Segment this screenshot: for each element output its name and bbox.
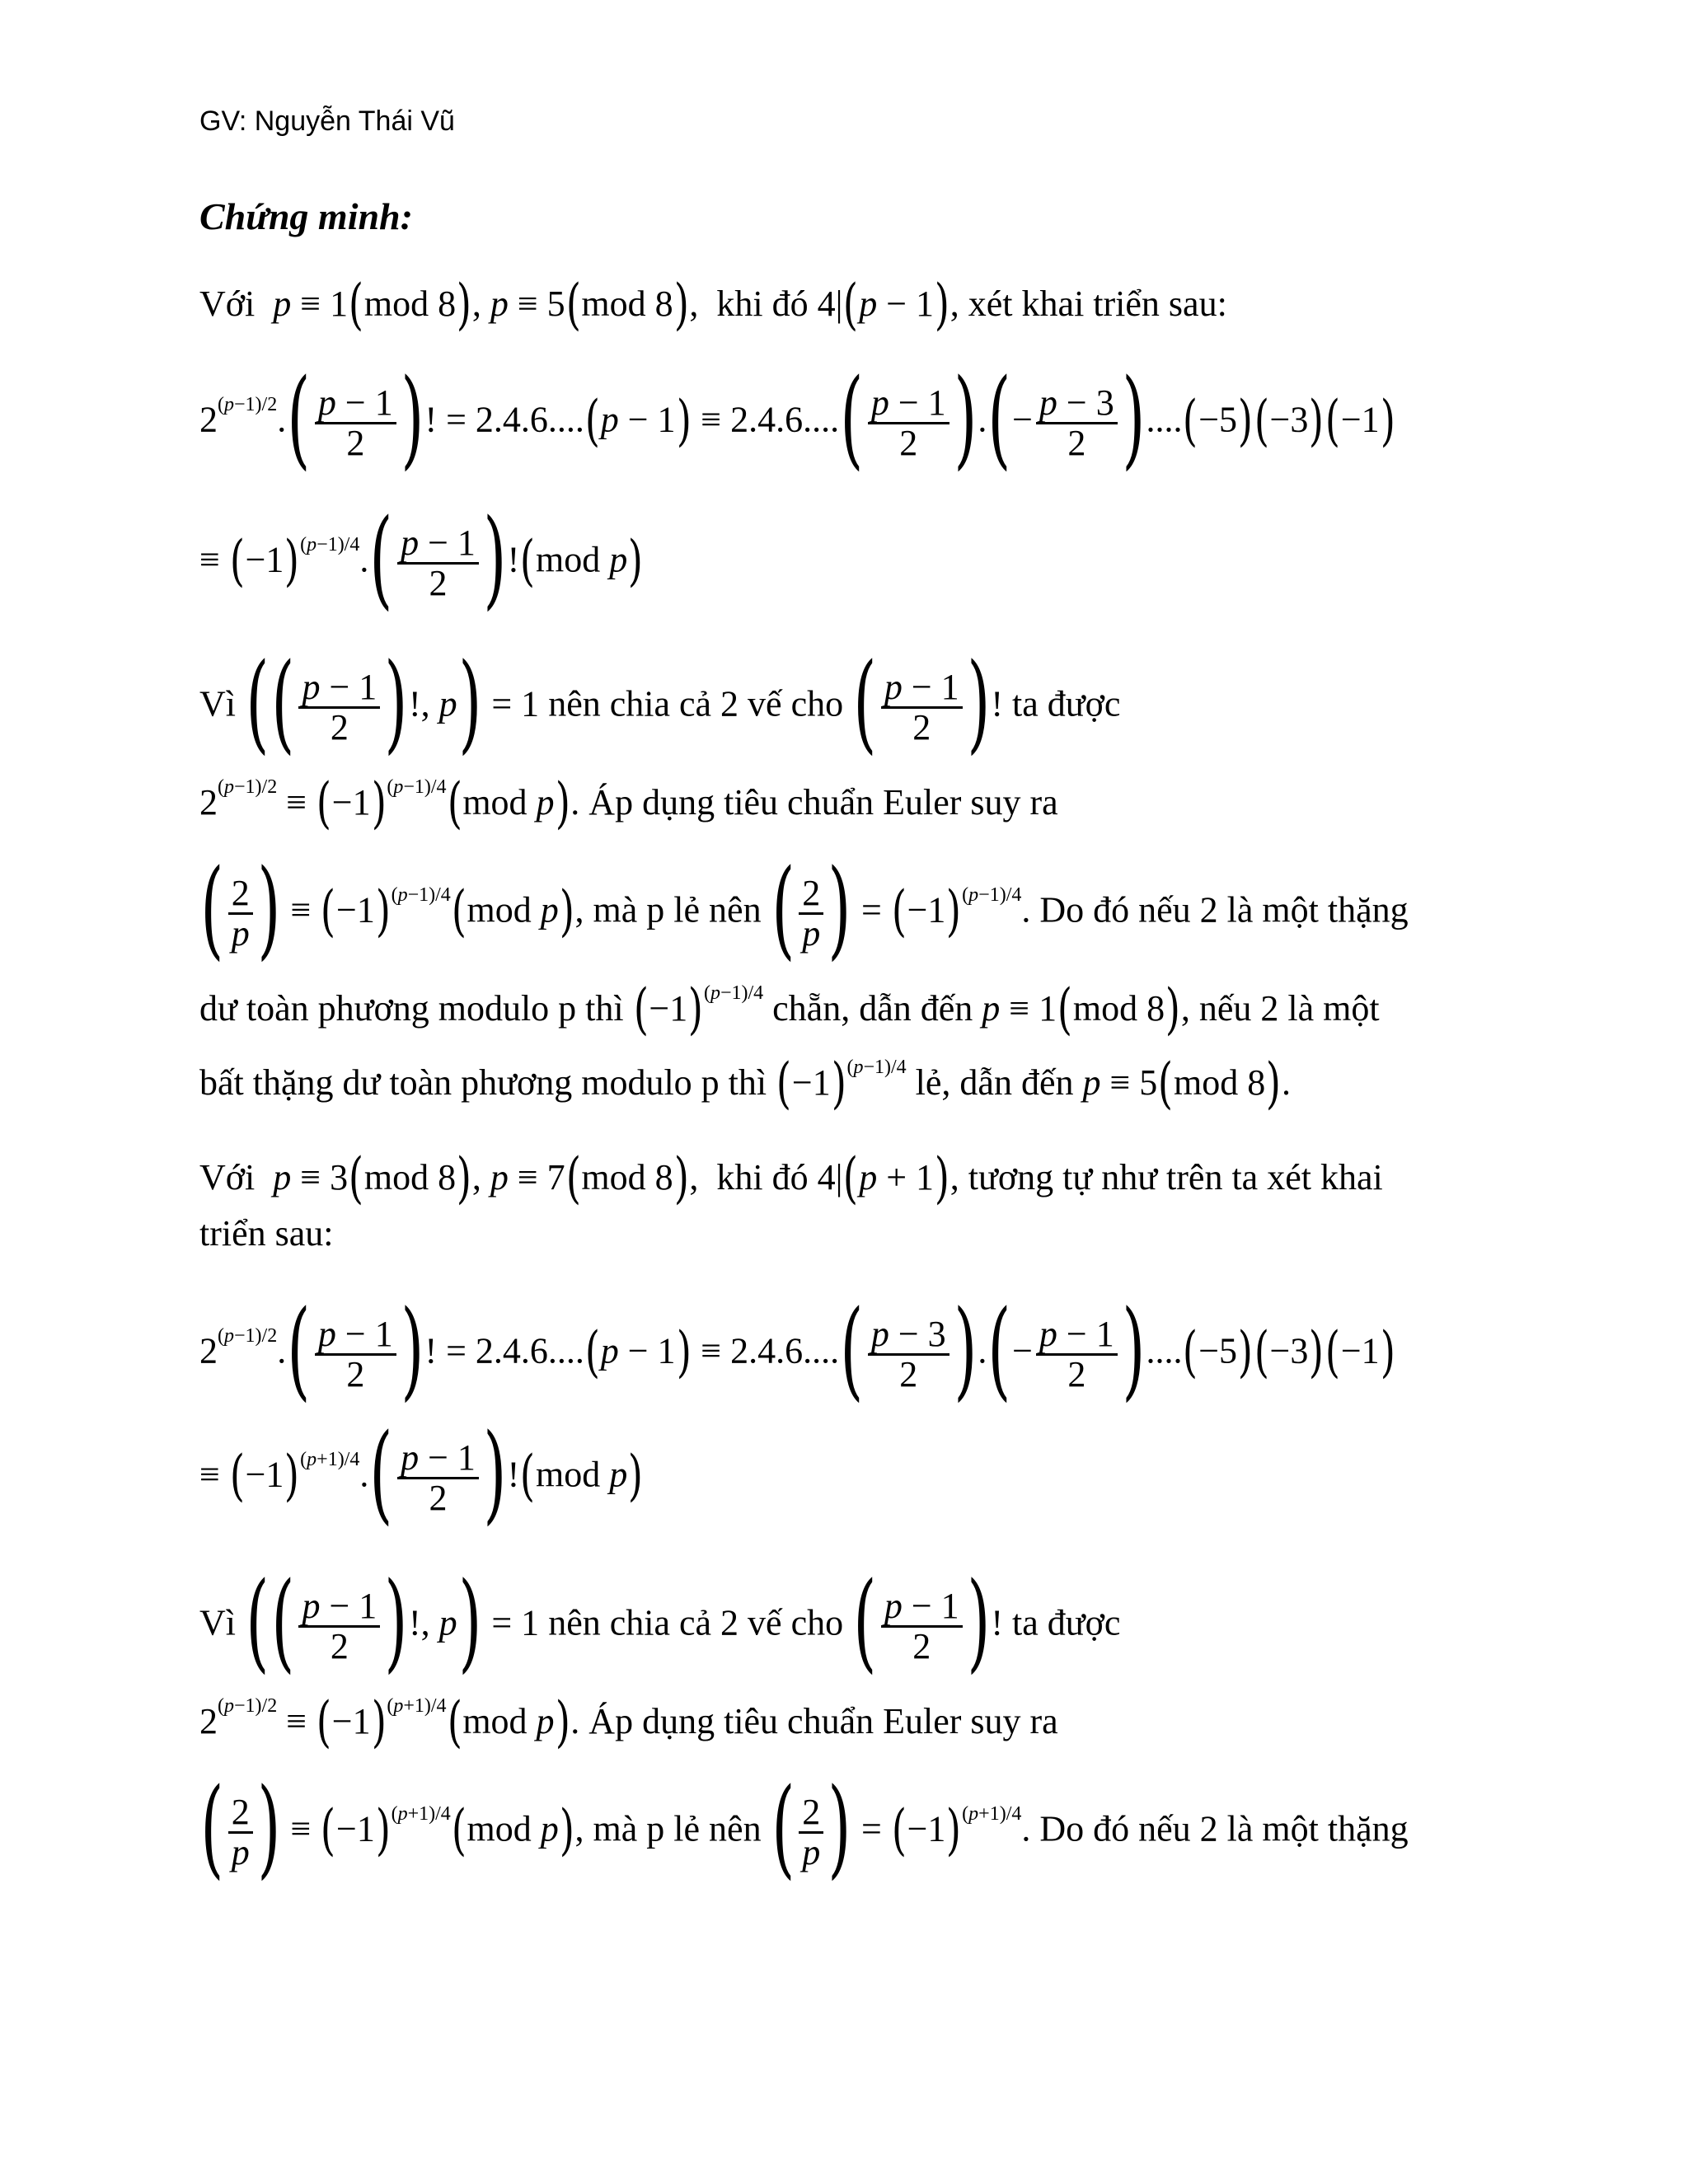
text-bat-thang-du: bất thặng dư toàn phương modulo p thì (199, 1062, 767, 1104)
case-2-intro: Với p ≡ 3(mod 8), p ≡ 7(mod 8), khi đó 4|(p + 1), tương tự như trên ta xét khai (199, 1146, 1383, 1210)
text-ma-p-le: , mà p lẻ nên (574, 889, 762, 930)
text-ta-duoc: ta được (1012, 683, 1121, 724)
text-voi-2: Với (199, 1157, 256, 1198)
text-ap-dung: . Áp dụng tiêu chuẩn Euler suy ra (570, 782, 1058, 823)
text-do-do: . Do đó nếu 2 là một thặng (1021, 889, 1409, 930)
euler-line-1: $2^{(p-1)/2} \equiv (-1)^{(p-1)/4}(mod$ p). Áp dụng tiêu chuẩn Euler suy ra (199, 771, 1058, 835)
vi-gcd-line-2: Vì (( $\frac{p - 1}{2}$ )!, p) = 1 nên chia cả 2 vế cho ( $\frac{p - 1}{2}$ )! ta được (199, 1558, 1121, 1684)
text-le-dan-den: lẻ, dẫn đến (915, 1062, 1074, 1104)
text-ap-dung-2: . Áp dụng tiêu chuẩn Euler suy ra (570, 1701, 1058, 1742)
text-du-toan-phuong: dư toàn phương modulo p thì (199, 988, 624, 1029)
case-2-intro-cont: triển sau: (199, 1213, 334, 1254)
page-header: GV: Nguyễn Thái Vũ (199, 105, 455, 137)
text-neu-2: , nếu 2 là một (1180, 988, 1380, 1029)
text-do-do-2: . Do đó nếu 2 là một thặng (1021, 1808, 1409, 1849)
legendre-line-2: ( $\frac{2}{p}$ ) ≡ $(-1)^{(p+1)/4}(mod$ p), mà p lẻ nên ( $\frac{2}{p}$ ) = $(-1)^{(p+1)/4}$. Do đó nếu 2 là một thặng (200, 1765, 1409, 1890)
text-vi: Vì (199, 683, 236, 724)
text-vi-2: Vì (199, 1602, 236, 1643)
equation-expansion-1: $2^{(p-1)/2}$.( $\frac{p - 1}{2}$ )! = 2.4.6....(p − 1) ≡ 2.4.6....( $\frac{p - 1}{2}$ ).(− $\frac{p - 3}{2}$ )....(−5)(−3)(−1) (199, 355, 1395, 480)
text-chan-dan-den: chẵn, dẫn đến (772, 988, 973, 1029)
text-ta-duoc-2: ta được (1012, 1602, 1121, 1643)
equation-congruence-2: ≡ $(-1)^{(p+1)/4}$.( $\frac{p - 1}{2}$ )!(mod p) (199, 1410, 644, 1535)
case-1-intro: Với p ≡ 1(mod 8), p ≡ 5(mod 8), khi đó 4|(p − 1), xét khai triển sau: (199, 273, 1227, 336)
legendre-line-1: ( $\frac{2}{p}$ ) ≡ $(-1)^{(p-1)/4}(mod$ p), mà p lẻ nên ( $\frac{2}{p}$ ) = $(-1)^{(p-1)/4}$. Do đó nếu 2 là một thặng (200, 846, 1409, 971)
text-xet-khai-trien: , xét khai triển sau: (950, 284, 1227, 325)
text-tuong-tu: , tương tự như trên ta xét khai (950, 1157, 1383, 1198)
equation-expansion-2: $2^{(p-1)/2}$.( $\frac{p - 1}{2}$ )! = 2.4.6....(p − 1) ≡ 2.4.6....( $\frac{p - 3}{2}$ ).(− $\frac{p - 1}{2}$ )....(−5)(−3)(−1) (199, 1286, 1395, 1412)
text-nen-chia-2: nên chia cả 2 vế cho (548, 1602, 844, 1643)
text-khi-do-2: khi đó (716, 1157, 809, 1198)
proof-heading: Chứng minh: (199, 195, 413, 237)
text-ma-p-le-2: , mà p lẻ nên (574, 1808, 762, 1849)
text-voi: Với (199, 284, 256, 325)
text-khi-do: khi đó (716, 284, 809, 325)
text-nen-chia: nên chia cả 2 vế cho (548, 683, 844, 724)
residue-line-1: dư toàn phương modulo p thì $(-1)^{(p-1)/4}$ chẵn, dẫn đến p ≡ 1(mod 8), nếu 2 là một (199, 977, 1380, 1041)
equation-congruence-1: ≡ $(-1)^{(p-1)/4}$.( $\frac{p - 1}{2}$ )!(mod p) (199, 495, 644, 621)
euler-line-2: $2^{(p-1)/2} \equiv (-1)^{(p+1)/4}(mod$ p). Áp dụng tiêu chuẩn Euler suy ra (199, 1690, 1058, 1754)
nonresidue-line-1: bất thặng dư toàn phương modulo p thì $(-1)^{(p-1)/4}$ lẻ, dẫn đến p ≡ 5(mod 8). (199, 1052, 1292, 1115)
vi-gcd-line-1: Vì (( $\frac{p - 1}{2}$ )!, p) = 1 nên chia cả 2 vế cho ( $\frac{p - 1}{2}$ )! ta được (199, 640, 1121, 765)
